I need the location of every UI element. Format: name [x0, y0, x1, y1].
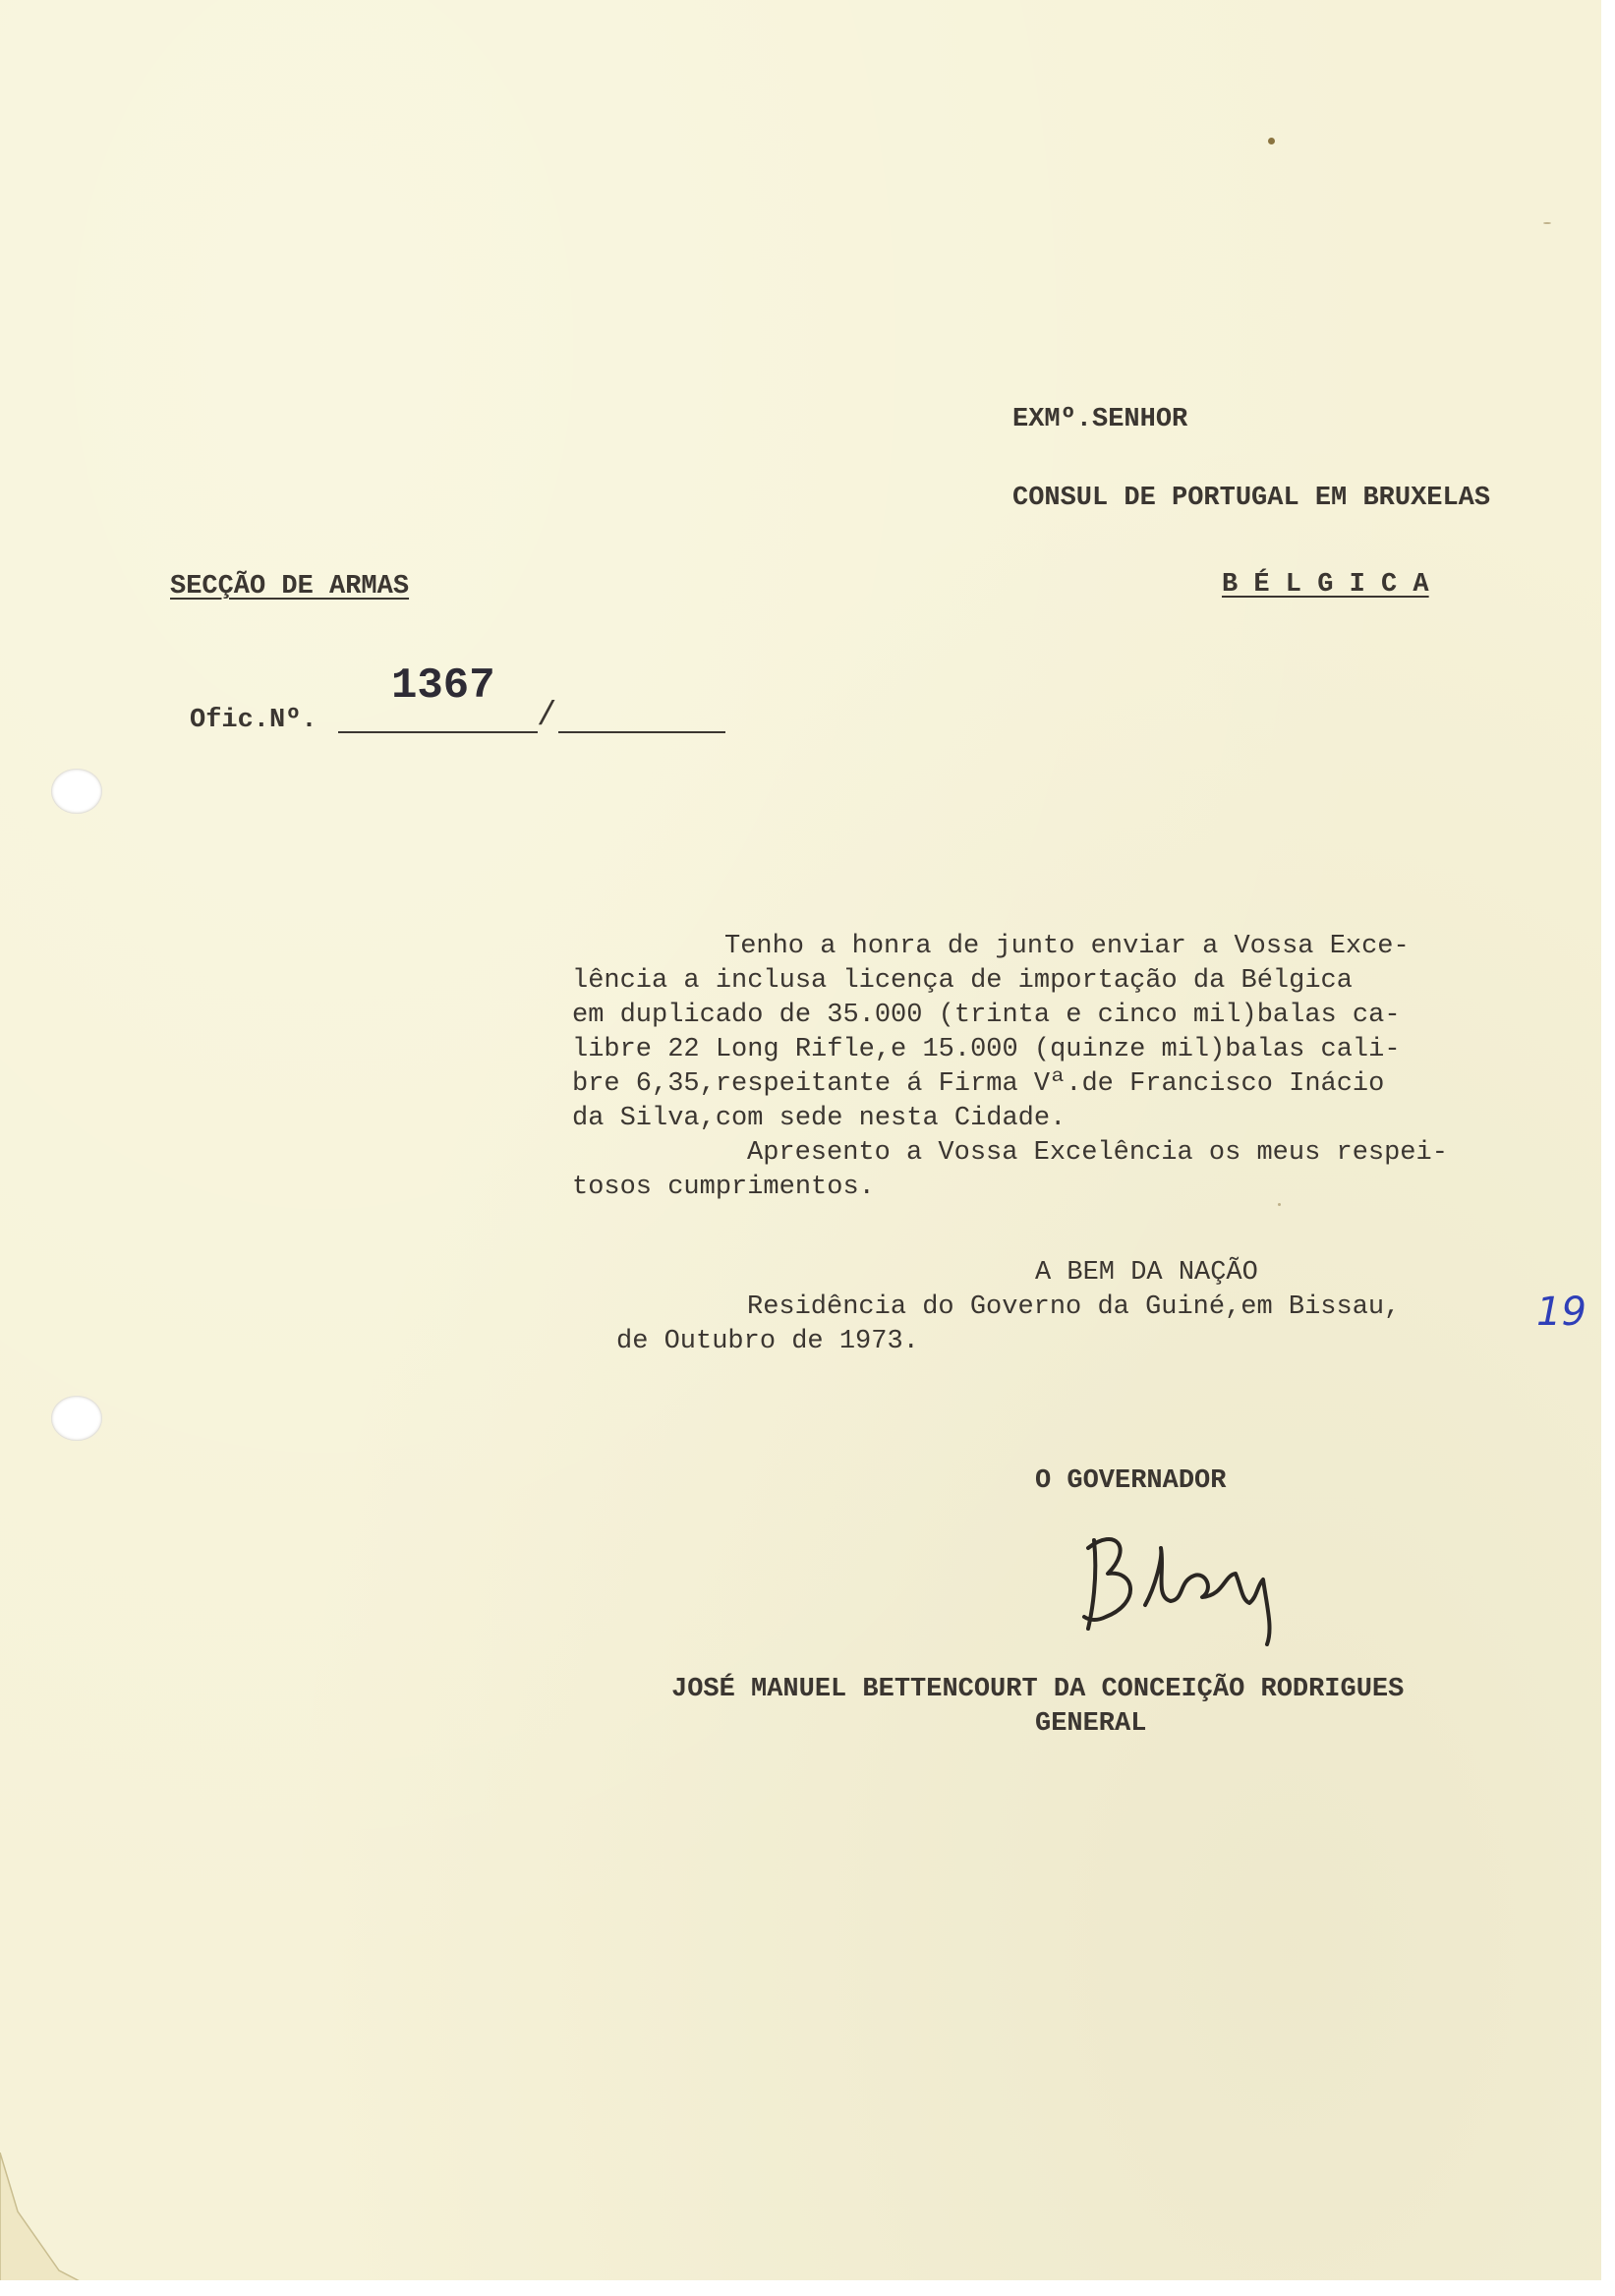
date-line-place: Residência do Governo da Guiné,em Bissau, — [747, 1292, 1401, 1322]
addressee-title: CONSUL DE PORTUGAL EM BRUXELAS — [1012, 484, 1491, 513]
paper-speck — [1543, 222, 1551, 224]
body-line: libre 22 Long Rifle,e 15.000 (quinze mil)balas cali- — [572, 1035, 1401, 1064]
signer-name: JOSÉ MANUEL BETTENCOURT DA CONCEIÇÃO RODRIGUES — [671, 1675, 1405, 1704]
reference-number: 1367 — [391, 661, 495, 711]
reference-separator: / — [537, 698, 557, 735]
reference-blank-line-1 — [338, 731, 538, 733]
body-line: em duplicado de 35.000 (trinta e cinco mil)balas ca- — [572, 1001, 1401, 1030]
body-line: da Silva,com sede nesta Cidade. — [572, 1104, 1067, 1133]
section-heading: SECÇÃO DE ARMAS — [170, 572, 410, 602]
reference-blank-line-2 — [558, 731, 725, 733]
reference-label: Ofic.Nº. — [190, 706, 317, 735]
signer-rank: GENERAL — [1035, 1709, 1147, 1739]
punch-hole-bottom — [51, 1396, 102, 1441]
body-line: tosos cumprimentos. — [572, 1173, 875, 1202]
body-line: lência a inclusa licença de importação da Bélgica — [572, 966, 1353, 996]
date-day-handwritten: 19 — [1536, 1290, 1586, 1335]
closing-formula: A BEM DA NAÇÃO — [1035, 1258, 1258, 1288]
date-line-month-year: de Outubro de 1973. — [616, 1327, 919, 1356]
paper-speck — [1278, 1203, 1281, 1206]
signer-role: O GOVERNADOR — [1035, 1466, 1227, 1496]
scan-margin-right — [1601, 0, 1615, 2296]
body-line: Tenho a honra de junto enviar a Vossa Exce- — [724, 932, 1410, 961]
scan-margin-bottom — [0, 2280, 1615, 2296]
punch-hole-top — [51, 769, 102, 814]
body-line: Apresento a Vossa Excelência os meus respei- — [747, 1138, 1448, 1168]
addressee-salutation: EXMº.SENHOR — [1012, 405, 1188, 434]
signature-icon — [1076, 1519, 1293, 1646]
body-line: bre 6,35,respeitante á Firma Vª.de Francisco Inácio — [572, 1069, 1385, 1099]
paper-speck — [1268, 138, 1275, 144]
addressee-country: B É L G I C A — [1222, 570, 1429, 600]
folded-corner — [0, 2152, 118, 2296]
